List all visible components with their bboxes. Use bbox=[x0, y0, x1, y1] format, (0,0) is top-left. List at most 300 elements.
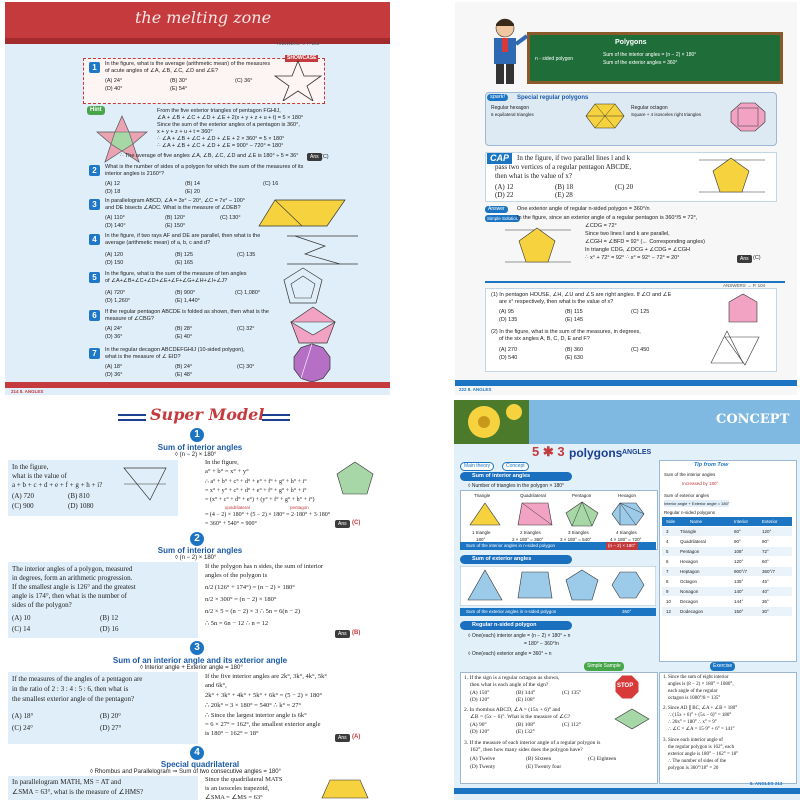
q6-option-a: (A) 24° bbox=[105, 326, 123, 332]
practice-2-option-d: (D) 540 bbox=[499, 355, 518, 361]
s3-reason-7: is 180° − 162° = 18° bbox=[205, 730, 259, 737]
polygon-table-cell: Dodecagon bbox=[680, 609, 704, 614]
answer-2-line-2: ∴ (15x + 6)° + (5x − 6)° = 180° bbox=[668, 713, 732, 718]
polygon-table-cell: 60° bbox=[734, 529, 741, 534]
polygon-table-cell: Octagon bbox=[680, 579, 698, 584]
parallelogram-figure bbox=[257, 198, 347, 228]
s3-reason-4: ∴ 20k° = 3 × 180° = 540° ∴ k° = 27° bbox=[205, 702, 302, 709]
oct-sub: Square + 4 isosceles right triangles bbox=[631, 112, 702, 117]
s3-reason-5: ∴ Since the largest interior angle is 6k° bbox=[205, 712, 307, 719]
answer-3-line-3: exterior angle is 180° − 162° = 18° bbox=[668, 752, 739, 757]
q6-text-2: measure of ∠CBG? bbox=[105, 316, 154, 322]
board-line-2: Sum of the exterior angles = 360° bbox=[603, 60, 678, 66]
tip-increased: Increased by 180° bbox=[682, 481, 719, 486]
q7-option-b: (B) 24° bbox=[175, 364, 193, 370]
question-number-6: 6 bbox=[89, 310, 100, 321]
q6-text-1: If the regular pentagon ABCDE is folded as shown, then what is the bbox=[105, 309, 269, 315]
tip-1: Sum of the interior angles bbox=[664, 472, 716, 477]
tri-count-2: 2 triangles bbox=[520, 530, 541, 535]
cap-option-d: (D) 22 bbox=[495, 191, 514, 199]
practice-2-line-2: of the six angles A, B, C, D, E and F? bbox=[499, 336, 590, 342]
footer-bar bbox=[454, 788, 800, 794]
exercise-label: Exercise bbox=[710, 662, 735, 671]
footer-bar bbox=[455, 380, 797, 386]
solution-figure bbox=[503, 224, 573, 268]
exercise-3-line-2: 162°, then how many sides does the polygon have? bbox=[470, 747, 583, 753]
q2-option-c: (C) 16 bbox=[263, 181, 279, 187]
polygon-table-cell: 6 bbox=[666, 559, 669, 564]
sum-2: 2 × 180° = 360° bbox=[512, 537, 544, 542]
q7-option-c: (C) 30° bbox=[237, 364, 255, 370]
polygon-table-cell: 120° bbox=[734, 559, 744, 564]
q2-text-1: What is the number of sides of a polygon for which the sum of the measures of its bbox=[105, 164, 304, 170]
exterior-sum-row-value: 360° bbox=[622, 609, 632, 614]
polygon-table-cell: 12 bbox=[666, 609, 672, 614]
s3-option-d: (D) 27° bbox=[100, 724, 122, 732]
polygon-table-cell: 9 bbox=[666, 589, 669, 594]
polygon-table-cell: 900°/7 bbox=[734, 569, 748, 574]
section-bar-regular-label: Regular n-sided polygon bbox=[472, 622, 537, 628]
answer-2-line-1: 2. Since AD ∥ BC, ∠A + ∠B = 180° bbox=[663, 706, 738, 711]
exercise-3-option-b: (B) Sixteen bbox=[526, 756, 552, 762]
page-super-model bbox=[0, 400, 394, 800]
hint-line-7: ∴ The average of five angles ∠A, ∠B, ∠C, ∠D and ∠E is 180° ÷ 5 = 36° bbox=[120, 153, 299, 159]
polygon-table-cell: 135° bbox=[734, 579, 744, 584]
polygon-table-cell: Heptagon bbox=[680, 569, 700, 574]
s2-reason-3: n/2 (126° + 174°) = (n − 2) × 180° bbox=[205, 584, 295, 591]
s1-reason-6: = (4 − 2) × 180° + (5 − 2) × 180° = 2·180° + 3·180° bbox=[205, 512, 331, 518]
simple-sample-label: Simple Sample bbox=[584, 662, 624, 671]
section-bar-exterior bbox=[460, 555, 572, 564]
ten-angle-figure bbox=[280, 266, 326, 306]
answer-badge: Ans bbox=[335, 734, 350, 742]
section-1-sub: ◊ Number of triangles in the polygon × 180° bbox=[468, 483, 565, 489]
exterior-sum-row-label: Sum of the exterior angles in n-sided polygon bbox=[466, 609, 557, 614]
s2-question-3: If the smallest angle is 126° and the greatest bbox=[12, 583, 136, 591]
s3-option-a: (A) 18° bbox=[12, 712, 34, 720]
exercise-2-option-b: (B) 108° bbox=[516, 722, 536, 728]
q3-option-a: (A) 110° bbox=[105, 215, 125, 221]
q2-option-d: (D) 18 bbox=[105, 189, 121, 195]
q1-option-d: (D) 40° bbox=[105, 86, 123, 92]
octagon-figure bbox=[730, 102, 766, 132]
practice-1-option-c: (C) 125 bbox=[631, 309, 650, 315]
simple-solution-label: Simple Solution bbox=[487, 216, 519, 221]
q1-option-a: (A) 24° bbox=[105, 78, 123, 84]
six-angle-figure bbox=[707, 327, 763, 367]
table-head-exterior: Exterior bbox=[762, 519, 778, 524]
house-pentagon-figure bbox=[725, 292, 761, 324]
section-3-title: Sum of an interior angle and its exterior angle bbox=[112, 656, 288, 665]
page-polygons-cap bbox=[455, 2, 797, 395]
polygon-table-cell: Nonagon bbox=[680, 589, 699, 594]
footer-bar bbox=[5, 382, 390, 388]
q5-text-1: In the figure, what is the sum of the measure of ten angles bbox=[105, 271, 247, 277]
q4-text-1: In the figure, if two rays AF and DE are parallel, then what is the bbox=[105, 233, 261, 239]
exercise-3-option-d: (D) Twenty bbox=[470, 764, 496, 770]
s1-option-b: (B) 810 bbox=[68, 492, 90, 500]
practice-2-option-a: (A) 270 bbox=[499, 347, 518, 353]
regular-line-2: ◊ One(each) exterior angle = 360° ÷ n bbox=[468, 651, 552, 657]
polygon-table-cell: 108° bbox=[734, 549, 744, 554]
folded-pentagon-figure bbox=[287, 305, 339, 345]
title-rule-right bbox=[262, 414, 290, 421]
q1-answer: (C) bbox=[321, 154, 329, 160]
hint-label: Hint bbox=[87, 106, 105, 115]
sum-4: 4 × 180° = 720° bbox=[610, 537, 642, 542]
chapter-number: 5 ✱ 3 bbox=[532, 444, 565, 459]
practice-2-option-c: (C) 450 bbox=[631, 347, 650, 353]
q5-option-c: (C) 1,080° bbox=[235, 290, 261, 296]
concept-tag: Concept bbox=[502, 462, 529, 471]
question-number-1: 1 bbox=[89, 62, 100, 73]
s4-question-2: ∠SMA = 63°, what is the measure of ∠HMS? bbox=[12, 788, 144, 796]
s1-reason-7: = 360° + 540° = 900° bbox=[205, 521, 257, 527]
s3-answer: (A) bbox=[352, 734, 361, 740]
sum-1: 180° bbox=[476, 537, 486, 542]
q4-option-c: (C) 135 bbox=[237, 252, 256, 258]
answer-1-line-3: each angle of the regular bbox=[668, 689, 718, 694]
answer-badge: Ans bbox=[335, 520, 350, 528]
practice-answers-ref: ANSWERS → P. 104 bbox=[723, 283, 766, 288]
main-theory-tag: Main theory bbox=[460, 462, 494, 471]
q3-text-2: and DE bisects ∠ADC. What is the measure of ∠DEB? bbox=[105, 205, 241, 211]
exercise-1-option-d: (D) 120° bbox=[470, 697, 490, 703]
q7-text-1: In the regular decagon ABCDEFGHIJ (10-sided polygon), bbox=[105, 347, 245, 353]
decagon-figure bbox=[290, 342, 334, 386]
s3-question-1: If the measures of the angles of a pentagon are bbox=[12, 675, 143, 683]
section-1-formula: ◊ (n − 2) × 180° bbox=[175, 452, 217, 458]
regular-line-1: ◊ One(each) interior angle = (n − 2) × 180° ÷ n bbox=[468, 633, 571, 639]
s2-reason-4: n/2 × 300° = (n − 2) × 180° bbox=[205, 596, 277, 603]
interior-sum-row-label: Sum of the interior angles in n-sided polygon bbox=[466, 543, 556, 548]
tip-2: Sum of exterior angles bbox=[664, 493, 710, 498]
exercise-2-line-1: 2. In rhombus ABCD, ∠A = (15x + 6)° and bbox=[464, 707, 561, 713]
practice-1-option-d: (D) 135 bbox=[499, 317, 518, 323]
q6-option-e: (E) 40° bbox=[175, 334, 193, 340]
s1-question-2: what is the value of bbox=[12, 472, 67, 480]
cap-label: CAP bbox=[487, 153, 512, 164]
polygon-table-cell: 120° bbox=[762, 529, 772, 534]
solution-line-2: In the figure, since an exterior angle of a regular pentagon is 360°/5 = 72°, bbox=[517, 215, 698, 221]
exercise-3-option-c: (C) Eighteen bbox=[588, 756, 617, 762]
parallel-rays-figure bbox=[285, 232, 360, 268]
q2-text-2: interior angles is 2160°? bbox=[105, 171, 165, 177]
polygon-table-cell: 144° bbox=[734, 599, 744, 604]
section-number-1: 1 bbox=[190, 428, 204, 442]
q4-text-2: average (arithmetic mean) of a, b, c and d? bbox=[105, 240, 211, 246]
page-melting-zone bbox=[5, 2, 390, 395]
exercise-2-option-c: (C) 112° bbox=[562, 722, 581, 728]
section-bar-interior bbox=[460, 472, 572, 481]
solution-answer: (C) bbox=[753, 255, 761, 261]
question-number-4: 4 bbox=[89, 234, 100, 245]
polygon-table-cell: 360°/7 bbox=[762, 569, 776, 574]
section-bar-interior-label: Sum of interior angles bbox=[472, 473, 531, 479]
s1-answer: (C) bbox=[352, 520, 361, 526]
hint-line-6: ∴ ∠A + ∠B + ∠C + ∠D + ∠E = 900° − 720° = 180° bbox=[157, 143, 284, 149]
s1-option-c: (C) 900 bbox=[12, 502, 34, 510]
exercise-1-option-e: (E) 108° bbox=[516, 697, 535, 703]
s3-reason-3: 2k° + 3k° + 4k° + 5k° + 6k° = (5 − 2) × 180° bbox=[205, 692, 323, 699]
oct-title: Regular octagon bbox=[631, 105, 668, 111]
s1-reason-1: In the figure, bbox=[205, 459, 239, 466]
s2-question-5: sides of the polygon? bbox=[12, 601, 72, 609]
q6-option-c: (C) 32° bbox=[237, 326, 255, 332]
answer-1-line-1: 1. Since the sum of eight interior bbox=[663, 675, 729, 680]
practice-2-option-e: (E) 630 bbox=[565, 355, 584, 361]
regular-line-1b: = 180° − 360°/n bbox=[524, 641, 559, 647]
section-4-title: Special quadrilateral bbox=[160, 760, 240, 769]
answer-3-line-4: ∴ The number of sides of the bbox=[668, 759, 727, 764]
polygon-table-cell: 90° bbox=[734, 539, 741, 544]
s1-quadrilateral-label: quadrilateral bbox=[225, 505, 250, 510]
exercise-2-option-a: (A) 90° bbox=[470, 722, 487, 728]
answer-badge: Ans bbox=[307, 153, 322, 161]
exterior-angles-figure bbox=[460, 566, 656, 606]
cap-q-line-3: then what is the value of x? bbox=[495, 172, 572, 180]
q1-option-e: (E) 54° bbox=[170, 86, 188, 92]
polygon-table-cell: 30° bbox=[762, 609, 769, 614]
q6-option-d: (D) 36° bbox=[105, 334, 123, 340]
cap-q-line-2: pass two vertices of a regular pentagon ABCDE, bbox=[495, 163, 632, 171]
q7-option-d: (D) 36° bbox=[105, 372, 123, 378]
answer-1-line-2: angles is (8 − 2) × 180° = 1080°, bbox=[668, 682, 734, 687]
s1-reason-4: = x° + y° + c° + d° + e° + f° + g° + h° + i° bbox=[205, 488, 307, 494]
section-4-formula: ◊ Rhombus and Parallelogram ⇒ Sum of two consecutive angles = 180° bbox=[90, 769, 281, 775]
section-2-title: Sum of interior angles bbox=[157, 546, 243, 555]
hexagon-figure bbox=[585, 102, 625, 130]
q1-text-2: of acute angles of ∠A, ∠B, ∠C, ∠D and ∠E? bbox=[105, 68, 219, 74]
tri-count-1: 1 triangle bbox=[472, 530, 491, 535]
hint-line-5: ∴ ∠A + ∠B + ∠C + ∠D + ∠E + 2 × 360° = 5 × 180° bbox=[157, 136, 285, 142]
exercise-3-option-e: (E) Twenty four bbox=[526, 764, 562, 770]
s1-reason-3: ∴ a° + b° + c° + d° + e° + f° + g° + h° + i° bbox=[205, 479, 307, 485]
s2-option-d: (D) 16 bbox=[100, 625, 119, 633]
s1-reason-5: = (x° + c° + d° + e°) + (y° + f° + g° + h° + i°) bbox=[205, 497, 315, 503]
s4-reason-2: is an isosceles trapezoid, bbox=[205, 785, 270, 792]
hint-line-3: Since the sum of the exterior angles of a pentagon is 360°, bbox=[157, 122, 300, 128]
shape-name-3: Pentagon bbox=[572, 493, 592, 498]
section-2-formula: ◊ (n − 2) × 180° bbox=[175, 555, 217, 561]
section-1-title: Sum of interior angles bbox=[157, 443, 243, 452]
hex-title: Regular hexagon bbox=[491, 105, 530, 111]
polygon-table-cell: 45° bbox=[762, 579, 769, 584]
solution-line-1: One exterior angle of regular n-sided polygon = 360°/n bbox=[517, 206, 650, 212]
board-title: Polygons bbox=[615, 39, 647, 46]
polygon-table-cell: 60° bbox=[762, 559, 769, 564]
section-bar-exterior-label: Sum of exterior angles bbox=[472, 556, 532, 562]
s2-question-4: angle is 174°, then what is the number of bbox=[12, 592, 127, 600]
answer-1-line-4: octagon is 1080°/8 = 135° bbox=[668, 696, 721, 701]
s2-question-1: The interior angles of a polygon, measured bbox=[12, 565, 133, 573]
exercise-1-line-2: then what is each angle of the sign? bbox=[470, 682, 549, 688]
cap-option-e: (E) 28 bbox=[555, 191, 573, 199]
polygon-table-cell: 40° bbox=[762, 589, 769, 594]
page-footer: 214 8. ANGLES bbox=[11, 389, 44, 394]
exercise-1-option-c: (C) 135° bbox=[562, 690, 582, 696]
section-4-trapezoid-figure bbox=[320, 778, 370, 800]
q5-text-2: of ∠A+∠B+∠C+∠D+∠E+∠F+∠G+∠H+∠I+∠J? bbox=[105, 278, 228, 284]
sum-3: 3 × 180° = 540° bbox=[560, 537, 592, 542]
practice-1-line-1: (1) In pentagon HOUSE, ∠H, ∠U and ∠S are right angles. If ∠O and ∠E bbox=[491, 292, 672, 298]
cap-option-b: (B) 18 bbox=[555, 183, 574, 191]
exercise-3-line-1: 3. If the measure of each interior angle of a regular polygon is bbox=[464, 740, 601, 746]
s2-reason-1: If the polygon has n sides, the sum of interior bbox=[205, 563, 324, 570]
polygon-table-cell: 90° bbox=[762, 539, 769, 544]
s1-question-3: a + b + c + d + e + f + g + h + i? bbox=[12, 481, 103, 489]
practice-2-option-b: (B) 360 bbox=[565, 347, 584, 353]
question-number-5: 5 bbox=[89, 272, 100, 283]
polygon-table-cell: 72° bbox=[762, 549, 769, 554]
q3-text-1: In parallelogram ABCD, ∠A = 3x° − 20°, ∠C = 7x° − 100° bbox=[105, 198, 246, 204]
board-left: n - sided polygon bbox=[535, 56, 574, 62]
q2-option-b: (B) 14 bbox=[185, 181, 200, 187]
table-head-interior: Interior bbox=[734, 519, 749, 524]
s4-reason-1: Since the quadrilateral MATS bbox=[205, 776, 283, 783]
q3-option-e: (E) 150° bbox=[165, 223, 186, 229]
shape-name-1: Triangle bbox=[474, 493, 491, 498]
q4-option-d: (D) 150 bbox=[105, 260, 124, 266]
s2-reason-2: angles of the polygon is bbox=[205, 572, 268, 579]
s1-question-1: In the figure, bbox=[12, 463, 49, 471]
hex-sub: 6 equilateral triangles bbox=[491, 112, 534, 117]
exercise-1-option-a: (A) 150° bbox=[470, 690, 490, 696]
s3-option-b: (B) 20° bbox=[100, 712, 121, 720]
polygon-table-cell: 140° bbox=[734, 589, 744, 594]
hint-line-2: ∠A + ∠B + ∠C + ∠D + ∠E + 2(x + y + z + u + t) = 5 × 180° bbox=[157, 115, 304, 121]
section-1-pentagon-figure bbox=[335, 460, 375, 496]
chapter-title: polygons bbox=[569, 446, 623, 460]
answer-3-line-2: the regular polygon is 162°, each bbox=[668, 745, 735, 750]
board-line-1: Sum of the interior angles = (n − 2) × 180° bbox=[603, 52, 697, 58]
tri-count-4: 4 triangles bbox=[616, 530, 637, 535]
s1-reason-2: a° + b° = x° + y° bbox=[205, 468, 249, 475]
exercise-1-option-b: (B) 144° bbox=[516, 690, 536, 696]
concept-title: CONCEPT bbox=[716, 412, 790, 427]
s4-question-1: In parallelogram MATH, MS = AT and bbox=[12, 778, 121, 786]
tip-equation: Interior angle + Exterior angle = 180° bbox=[664, 501, 730, 506]
solution-line-3: ∠CDG = 72° bbox=[585, 223, 617, 229]
solution-line-5: ∠CGH = ∠BFD = 92° (← Corresponding angles) bbox=[585, 239, 705, 245]
answers-ref: ANSWERS → P. 108 bbox=[277, 41, 320, 46]
q4-option-b: (B) 125 bbox=[175, 252, 194, 258]
q3-option-b: (B) 120° bbox=[165, 215, 186, 221]
tip-title: Tip from Tow bbox=[694, 462, 729, 468]
practice-1-option-a: (A) 95 bbox=[499, 309, 514, 315]
s3-question-3: the smallest exterior angle of the pentagon? bbox=[12, 695, 135, 703]
star-figure bbox=[273, 59, 323, 101]
section-1-figure bbox=[120, 464, 170, 504]
answer-2-line-3: ∴ 20x° = 180° ∴ x° = 9° bbox=[668, 720, 717, 725]
teacher-illustration bbox=[485, 16, 527, 86]
spark-title: Special regular polygons bbox=[517, 95, 589, 101]
cap-option-c: (C) 20 bbox=[615, 183, 634, 191]
q7-text-2: what is the measure of ∠ EID? bbox=[105, 354, 181, 360]
question-number-7: 7 bbox=[89, 348, 100, 359]
solution-line-7: ∴ x° + 72° = 92° ∴ x° = 92° − 72° = 20° bbox=[585, 255, 680, 261]
s3-question-2: in the ratio of 2 : 3 : 4 : 5 : 6, then what is bbox=[12, 685, 129, 693]
polygon-table-cell: Triangle bbox=[680, 529, 697, 534]
solution-line-4: Since two lines l and k are parallel, bbox=[585, 231, 670, 237]
polygon-table-cell: 150° bbox=[734, 609, 744, 614]
answer-3-line-5: polygon is 360°/18° = 20 bbox=[668, 766, 719, 771]
q4-option-e: (E) 165 bbox=[175, 260, 194, 266]
q5-option-a: (A) 720° bbox=[105, 290, 126, 296]
section-number-4: 4 bbox=[190, 746, 204, 760]
exercise-3-option-a: (A) Twelve bbox=[470, 756, 496, 762]
answer-3-line-1: 3. Since each interior angle of bbox=[663, 738, 723, 743]
polygon-table-cell: Quadrilateral bbox=[680, 539, 706, 544]
q5-option-e: (E) 1,440° bbox=[175, 298, 200, 304]
practice-1-option-b: (B) 115 bbox=[565, 309, 583, 315]
practice-1-option-e: (E) 145 bbox=[565, 317, 584, 323]
polygon-table-cell: 7 bbox=[666, 569, 669, 574]
section-number-3: 3 bbox=[190, 641, 204, 655]
q2-option-e: (E) 20 bbox=[185, 189, 200, 195]
page-concept bbox=[454, 400, 800, 800]
s2-answer: (B) bbox=[352, 630, 361, 636]
shape-name-4: Hexagon bbox=[618, 493, 637, 498]
polygon-table-cell: 36° bbox=[762, 599, 769, 604]
table-head-side: Side bbox=[666, 519, 676, 524]
tip-3: Regular n-sided polygons bbox=[664, 510, 716, 515]
shape-name-2: Quadrilateral bbox=[520, 493, 546, 498]
exercise-1-line-1: 1. If the sign is a regular octagon as shown, bbox=[464, 675, 560, 681]
answer-badge: Ans bbox=[737, 255, 752, 263]
s2-option-c: (C) 14 bbox=[12, 625, 31, 633]
rhombus-figure bbox=[614, 708, 650, 730]
polygon-table-cell: 10 bbox=[666, 599, 672, 604]
s2-question-2: in degrees, form an arithmetic progression. bbox=[12, 574, 133, 582]
stop-sign-label: STOP bbox=[617, 683, 634, 689]
q1-text-1: In the figure, what is the average (arithmetic mean) of the measures bbox=[105, 61, 271, 67]
q3-option-c: (C) 130° bbox=[220, 215, 241, 221]
section-3-formula: ◊ Interior angle + Exterior angle = 180° bbox=[140, 665, 243, 671]
question-number-3: 3 bbox=[89, 199, 100, 210]
s4-reason-3: ∠SMA = ∠MS = 63° bbox=[205, 794, 263, 800]
polygon-table-cell: Pentagon bbox=[680, 549, 700, 554]
q5-option-d: (D) 1,260° bbox=[105, 298, 131, 304]
q3-option-d: (D) 140° bbox=[105, 223, 126, 229]
q5-option-b: (B) 900° bbox=[175, 290, 196, 296]
page-footer: 8. ANGLES 213 bbox=[750, 781, 783, 786]
s2-reason-5: n/2 × 5 = (n − 2) × 3 ∴ 5n = 6(n − 2) bbox=[205, 608, 301, 615]
q1-option-b: (B) 30° bbox=[170, 78, 188, 84]
section-number-2: 2 bbox=[190, 532, 204, 546]
chapter-sub: ANGLES bbox=[622, 449, 652, 456]
section-bar-regular bbox=[460, 621, 572, 630]
exercise-2-line-2: ∠B = (5x − 6)°. What is the measure of ∠C? bbox=[470, 714, 571, 720]
answer-label: Answer bbox=[485, 206, 508, 213]
spark-label: spark! bbox=[487, 94, 508, 101]
page-title: Super Model bbox=[150, 405, 265, 424]
polygon-table-cell: Decagon bbox=[680, 599, 699, 604]
title-rule-left bbox=[118, 414, 146, 421]
s1-option-a: (A) 720 bbox=[12, 492, 34, 500]
exercise-2-option-d: (D) 120° bbox=[470, 729, 490, 735]
page-title: the melting zone bbox=[135, 8, 272, 27]
tri-count-3: 3 triangles bbox=[568, 530, 589, 535]
showcase-label: SHOWCASE bbox=[287, 55, 317, 61]
q6-option-b: (B) 28° bbox=[175, 326, 193, 332]
s3-reason-2: and 6k°, bbox=[205, 682, 227, 689]
cap-pentagon-figure bbox=[697, 154, 767, 198]
q1-option-c: (C) 36° bbox=[235, 78, 253, 84]
practice-2-line-1: (2) In the figure, what is the sum of the measures, in degrees, bbox=[491, 329, 641, 335]
practice-1-line-2: are x° respectively, then what is the value of x? bbox=[499, 299, 614, 305]
answer-2-line-4: ∴ ∠C = ∠A = 15·9° + 6° = 141° bbox=[668, 727, 735, 732]
